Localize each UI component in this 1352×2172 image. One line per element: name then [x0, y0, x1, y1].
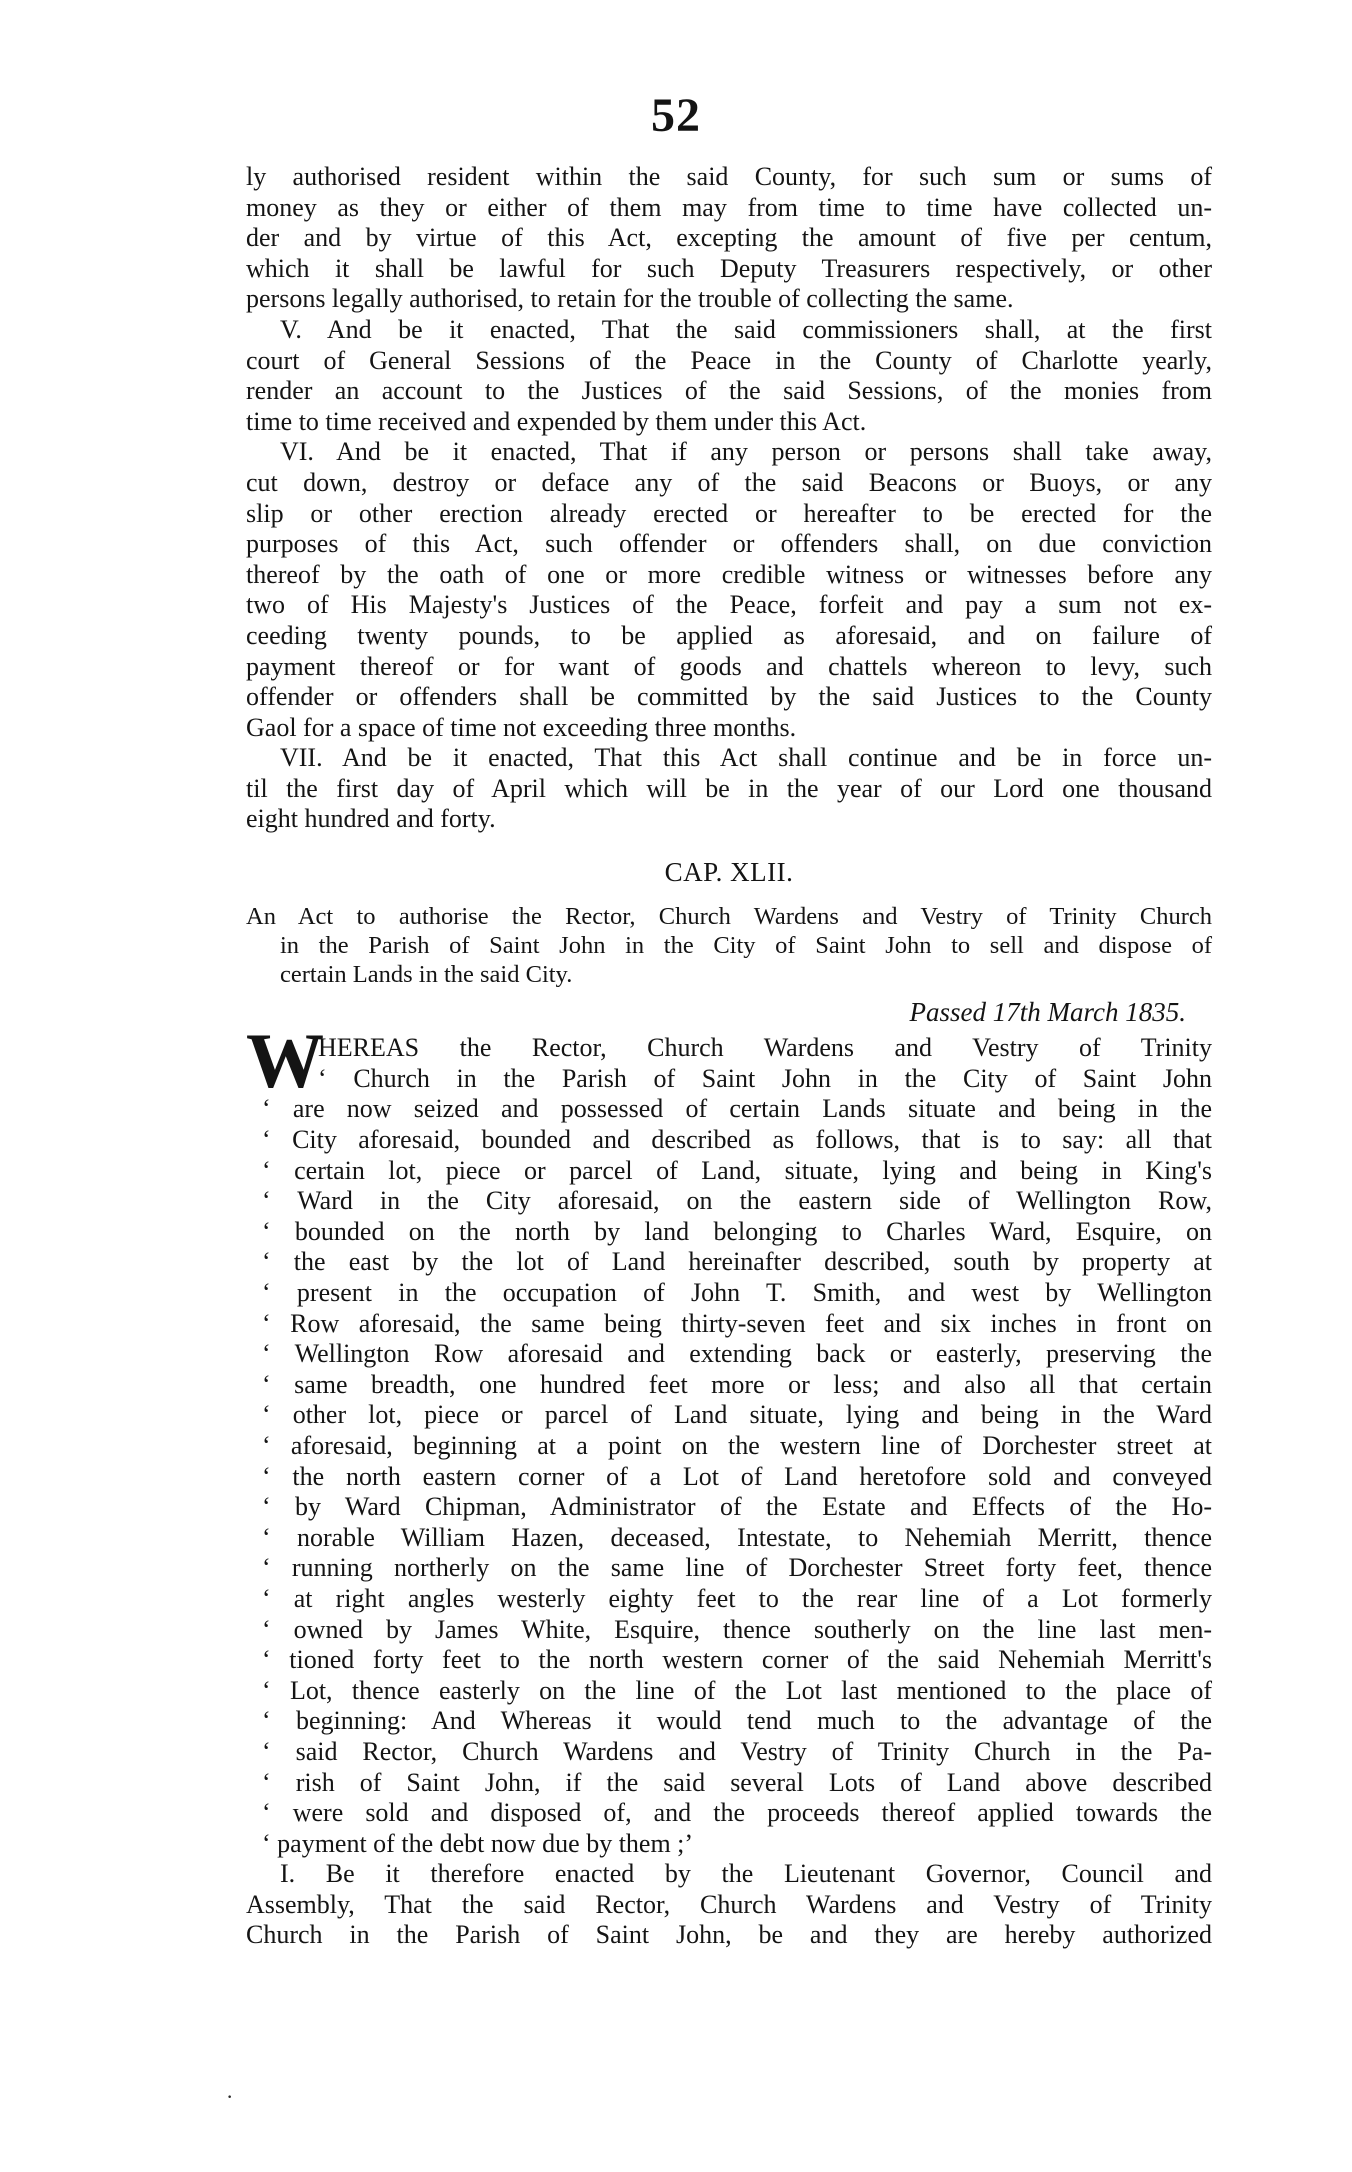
act-title-line: An Act to authorise the Rector, Church Wardens and Vestry of Trinity Church [246, 902, 1212, 930]
text-line: Assembly, That the said Rector, Church Wardens and Vestry of Trinity [246, 1889, 1212, 1919]
text-line: money as they or either of them may from time to time have collected un- [246, 192, 1212, 222]
text-line: ‘ Lot, thence easterly on the line of the Lot last mentioned to the place of [262, 1675, 1212, 1705]
text-line: ‘ said Rector, Church Wardens and Vestry of Trinity Church in the Pa- [262, 1736, 1212, 1766]
text-line: ‘ bounded on the north by land belonging to Charles Ward, Esquire, on [262, 1216, 1212, 1246]
text-line: til the first day of April which will be in the year of our Lord one thousand [246, 773, 1212, 803]
text-line: ly authorised resident within the said County, for such sum or sums of [246, 162, 1212, 191]
text-line: I. Be it therefore enacted by the Lieutenant Governor, Council and [280, 1859, 1212, 1889]
text-line: ‘ at right angles westerly eighty feet to the rear line of a Lot formerly [262, 1583, 1212, 1613]
text-line: slip or other erection already erected or hereafter to be erected for the [246, 498, 1212, 528]
text-line: thereof by the oath of one or more credible witness or witnesses before any [246, 559, 1212, 589]
text-line: ‘ Row aforesaid, the same being thirty-seven feet and six inches in front on [262, 1308, 1212, 1338]
text-line: persons legally authorised, to retain for the trouble of collecting the same. [246, 284, 1014, 314]
text-line: Gaol for a space of time not exceeding three months. [246, 712, 797, 742]
text-line: ‘ rish of Saint John, if the said several Lots of Land above described [262, 1767, 1212, 1797]
passed-date: Passed 17th March 1835. [909, 996, 1186, 1027]
text-line: ‘ tioned forty feet to the north western corner of the said Nehemiah Merritt's [262, 1645, 1212, 1675]
text-line: HEREAS the Rector, Church Wardens and Vestry of Trinity [318, 1033, 1212, 1063]
text-line: cut down, destroy or deface any of the said Beacons or Buoys, or any [246, 467, 1212, 497]
text-line: ‘ were sold and disposed of, and the proceeds thereof applied towards the [262, 1798, 1212, 1828]
body-text [246, 162, 1212, 1951]
text-line: ‘ Church in the Parish of Saint John in the City of Saint John [318, 1063, 1212, 1093]
text-line: VII. And be it enacted, That this Act shall continue and be in force un- [280, 743, 1212, 773]
page-number: 52 [651, 89, 701, 142]
text-line: render an account to the Justices of the said Sessions, of the monies from [246, 376, 1212, 406]
text-line: ‘ owned by James White, Esquire, thence southerly on the line last men- [262, 1614, 1212, 1644]
act-title [246, 902, 1212, 989]
text-line: ‘ same breadth, one hundred feet more or less; and also all that certain [262, 1369, 1212, 1399]
text-line: ‘ other lot, piece or parcel of Land situate, lying and being in the Ward [262, 1400, 1212, 1430]
preamble [246, 1017, 1212, 1951]
text-line: ‘ running northerly on the same line of Dorchester Street forty feet, thence [262, 1553, 1212, 1583]
act-title-line: certain Lands in the said City. [280, 960, 573, 988]
text-line: two of His Majesty's Justices of the Peace, forfeit and pay a sum not ex- [246, 590, 1212, 620]
section-continuation [246, 162, 1212, 835]
text-line: V. And be it enacted, That the said commissioners shall, at the first [280, 314, 1212, 344]
text-line: ‘ Ward in the City aforesaid, on the eastern side of Wellington Row, [262, 1186, 1212, 1216]
text-line: offender or offenders shall be committed by the said Justices to the County [246, 682, 1212, 712]
text-line: ‘ City aforesaid, bounded and described as follows, that is to say: all that [262, 1125, 1212, 1155]
text-line: ‘ Wellington Row aforesaid and extending back or easterly, preserving the [262, 1339, 1212, 1369]
text-line: ‘ the east by the lot of Land hereinafter described, south by property at [262, 1247, 1212, 1277]
text-line: ‘ are now seized and possessed of certain Lands situate and being in the [262, 1094, 1212, 1124]
margin-mark: · [226, 2084, 234, 2109]
text-line: ‘ beginning: And Whereas it would tend much to the advantage of the [262, 1706, 1212, 1736]
text-line: payment thereof or for want of goods and chattels whereon to levy, such [246, 651, 1212, 681]
text-line: VI. And be it enacted, That if any person or persons shall take away, [280, 437, 1212, 467]
text-line: purposes of this Act, such offender or offenders shall, on due conviction [246, 529, 1212, 559]
text-line: ceeding twenty pounds, to be applied as aforesaid, and on failure of [246, 620, 1212, 650]
text-line: court of General Sessions of the Peace in the County of Charlotte yearly, [246, 345, 1212, 375]
text-line: der and by virtue of this Act, excepting the amount of five per centum, [246, 223, 1212, 253]
text-line: ‘ aforesaid, beginning at a point on the western line of Dorchester street at [262, 1430, 1212, 1460]
chapter-heading: CAP. XLII. [664, 857, 794, 888]
text-line: ‘ present in the occupation of John T. Smith, and west by Wellington [262, 1278, 1212, 1307]
text-line: time to time received and expended by them under this Act. [246, 406, 867, 436]
text-line: ‘ payment of the debt now due by them ;’ [262, 1828, 694, 1858]
text-line: ‘ norable William Hazen, deceased, Intestate, to Nehemiah Merritt, thence [262, 1522, 1212, 1552]
drop-cap: W [246, 1017, 324, 1105]
text-line: ‘ the north eastern corner of a Lot of Land heretofore sold and conveyed [262, 1461, 1212, 1491]
text-line: Church in the Parish of Saint John, be and they are hereby authorized [246, 1920, 1212, 1950]
text-line: eight hundred and forty. [246, 804, 496, 834]
text-line: which it shall be lawful for such Deputy Treasurers respectively, or other [246, 253, 1212, 283]
act-title-line: in the Parish of Saint John in the City of Saint John to sell and dispose of [280, 931, 1212, 959]
text-line: ‘ certain lot, piece or parcel of Land, situate, lying and being in King's [262, 1155, 1212, 1185]
text-line: ‘ by Ward Chipman, Administrator of the Estate and Effects of the Ho- [262, 1492, 1212, 1522]
